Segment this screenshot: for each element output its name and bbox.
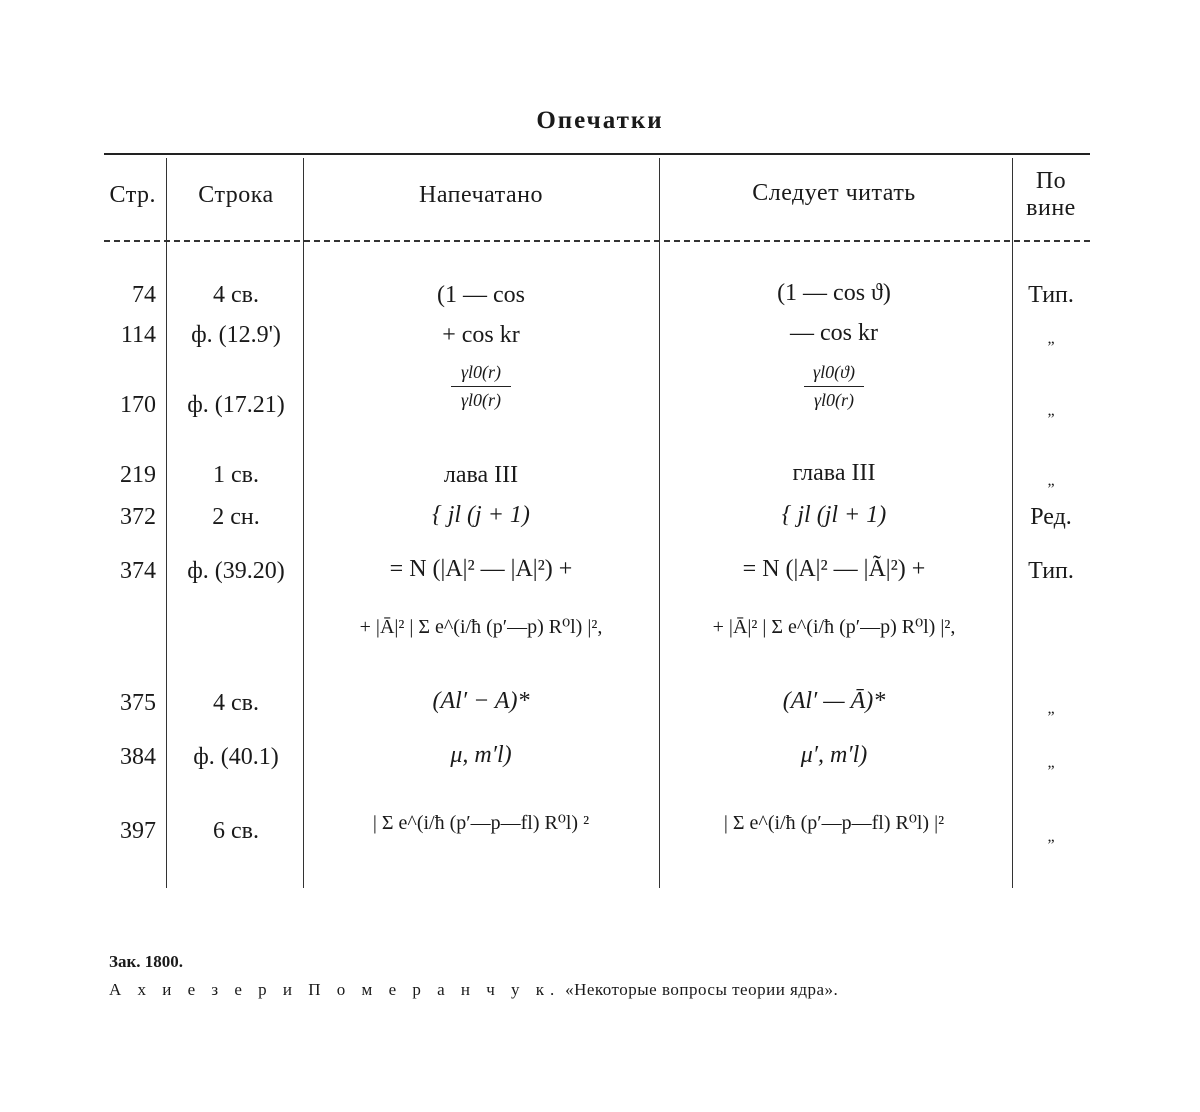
authors: А х и е з е р и П о м е р а н ч у к. — [109, 980, 561, 999]
row-page: 397 — [120, 818, 156, 844]
row-printed: + cos kr — [442, 322, 520, 348]
header-fault-line1: По — [1035, 168, 1067, 194]
fraction-denominator: γl0(r) — [813, 390, 855, 410]
row-correct: { jl (jl + 1) — [781, 502, 887, 528]
row-fault: Тип. — [1028, 282, 1074, 308]
printed-fraction — [451, 362, 511, 411]
row-page: 374 — [120, 558, 156, 584]
page-title: Опечатки — [536, 107, 664, 134]
header-bottom-rule — [104, 240, 1090, 242]
row-printed: (1 — cos — [437, 282, 525, 308]
row-correct: глава III — [792, 460, 876, 486]
row-line: 4 св. — [213, 282, 259, 308]
header-fault-line2: вине — [1026, 195, 1076, 221]
row-printed: лава III — [443, 462, 519, 488]
header-line: Строка — [198, 182, 274, 208]
row-correct: μ′, m′l) — [800, 742, 868, 768]
row-fault: „ — [1047, 828, 1055, 845]
row-line: 1 св. — [213, 462, 259, 488]
fraction-bar — [451, 386, 511, 387]
fraction-bar — [804, 386, 864, 387]
row-fault: „ — [1047, 402, 1055, 419]
header-fault — [1010, 168, 1092, 222]
row-fault: „ — [1047, 700, 1055, 717]
row-fault: „ — [1047, 754, 1055, 771]
row-correct: = N (|A|² — |Ã|²) + — [742, 556, 926, 582]
header-should-read: Следует читать — [752, 180, 916, 206]
row-page: 384 — [120, 744, 156, 770]
row-correct: (Al′ — Ā)* — [782, 688, 886, 714]
row-correct: — cos kr — [790, 320, 878, 346]
order-number: Зак. 1800. — [109, 952, 184, 971]
row-fault: „ — [1047, 472, 1055, 489]
column-divider — [166, 158, 167, 888]
correct-fraction — [804, 362, 864, 411]
row-printed: | Σ e^(i/ħ (p′—p—fl) R⁰l) ² — [372, 812, 590, 834]
row-line: ф. (17.21) — [187, 392, 285, 418]
row-page: 219 — [120, 462, 156, 488]
row-line: ф. (12.9') — [191, 322, 281, 348]
row-line: 6 св. — [213, 818, 259, 844]
row-page: 74 — [132, 282, 156, 308]
row-page: 170 — [120, 392, 156, 418]
row-line: 4 св. — [213, 690, 259, 716]
header-page: Стр. — [109, 182, 156, 208]
row-page: 114 — [120, 322, 156, 348]
row-line: ф. (39.20) — [187, 558, 285, 584]
column-divider — [303, 158, 304, 888]
row-correct: | Σ e^(i/ħ (p′—p—fl) R⁰l) |² — [723, 812, 945, 834]
row-line: ф. (40.1) — [193, 744, 279, 770]
row-line: 2 сн. — [212, 504, 260, 530]
book-title: «Некоторые вопросы теории ядра». — [565, 980, 839, 999]
fraction-numerator: γl0(r) — [460, 362, 502, 382]
row-printed-continuation: + |Ā|² | Σ e^(i/ħ (p′—p) R⁰l) |², — [359, 616, 603, 638]
table-top-rule — [104, 153, 1090, 155]
row-fault: „ — [1047, 330, 1055, 347]
row-printed — [305, 362, 657, 411]
row-fault: Тип. — [1028, 558, 1074, 584]
row-printed: { jl (j + 1) — [432, 502, 530, 528]
row-correct: (1 — cos ϑ) — [777, 280, 891, 306]
row-printed: = N (|A|² — |A|²) + — [389, 556, 573, 582]
row-correct — [660, 362, 1008, 411]
row-printed: μ, m′l) — [450, 742, 512, 768]
row-page: 375 — [120, 690, 156, 716]
row-fault: Ред. — [1030, 504, 1072, 530]
header-printed: Напечатано — [419, 182, 543, 208]
fraction-denominator: γl0(r) — [460, 390, 502, 410]
row-page: 372 — [120, 504, 156, 530]
row-correct-continuation: + |Ā|² | Σ e^(i/ħ (p′—p) R⁰l) |², — [712, 616, 956, 638]
fraction-numerator: γl0(ϑ) — [813, 362, 855, 382]
row-printed: (Al′ − A)* — [432, 688, 530, 714]
book-reference — [109, 980, 838, 1000]
